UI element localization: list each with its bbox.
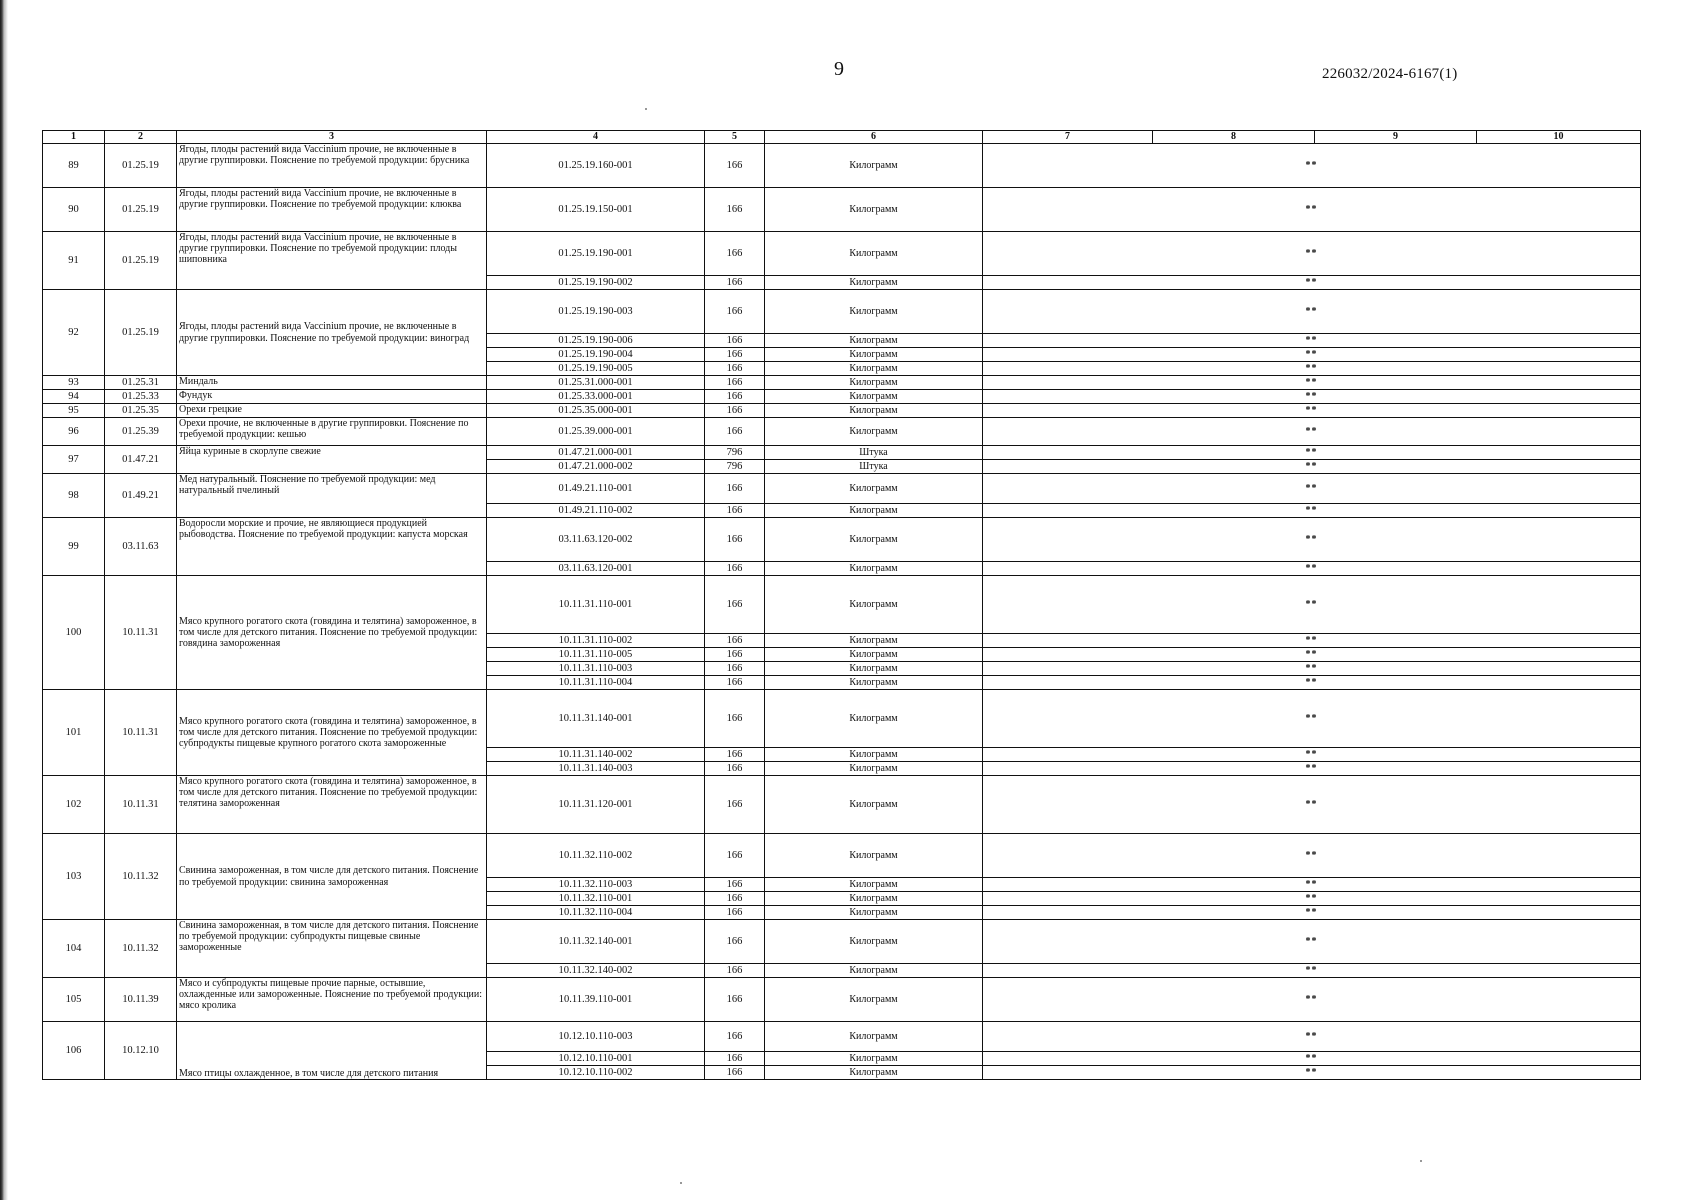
marker: ** bbox=[1305, 993, 1318, 1005]
marker: ** bbox=[1305, 1052, 1318, 1064]
okei-code: 166 bbox=[705, 232, 765, 276]
okei-code: 166 bbox=[705, 290, 765, 334]
unit-of-measure: Килограмм bbox=[765, 906, 983, 920]
row-number: 99 bbox=[43, 518, 105, 576]
row-number: 106 bbox=[43, 1022, 105, 1080]
marker: ** bbox=[1305, 878, 1318, 890]
ktru-code: 10.11.31.110-003 bbox=[487, 662, 705, 676]
okpd-code: 01.25.39 bbox=[105, 418, 177, 446]
okpd-code: 01.47.21 bbox=[105, 446, 177, 474]
marker: ** bbox=[1305, 748, 1318, 760]
okei-code: 166 bbox=[705, 762, 765, 776]
marker-cell bbox=[983, 690, 1641, 748]
table-row bbox=[43, 144, 1641, 188]
product-description: Ягоды, плоды растений вида Vaccinium прочие, не включенные в другие группировки. Пояснение по требуемой продукции: брусника bbox=[177, 144, 487, 188]
marker-cell bbox=[983, 892, 1641, 906]
unit-of-measure: Килограмм bbox=[765, 662, 983, 676]
ktru-code: 01.25.19.190-005 bbox=[487, 362, 705, 376]
ktru-code: 01.25.39.000-001 bbox=[487, 418, 705, 446]
marker: ** bbox=[1305, 348, 1318, 360]
header-col-8: 8 bbox=[1153, 131, 1315, 144]
unit-of-measure: Килограмм bbox=[765, 676, 983, 690]
unit-of-measure: Килограмм bbox=[765, 920, 983, 964]
marker-cell bbox=[983, 662, 1641, 676]
ktru-code: 10.11.31.110-004 bbox=[487, 676, 705, 690]
okei-code: 166 bbox=[705, 376, 765, 390]
marker-cell bbox=[983, 978, 1641, 1022]
marker: ** bbox=[1305, 203, 1318, 215]
header-col-9: 9 bbox=[1315, 131, 1477, 144]
okpd-code: 10.11.39 bbox=[105, 978, 177, 1022]
marker: ** bbox=[1305, 390, 1318, 402]
ktru-code: 03.11.63.120-002 bbox=[487, 518, 705, 562]
marker-cell bbox=[983, 748, 1641, 762]
okpd-code: 10.11.31 bbox=[105, 576, 177, 690]
ktru-code: 01.25.19.190-006 bbox=[487, 334, 705, 348]
marker: ** bbox=[1305, 1066, 1318, 1078]
header-col-1: 1 bbox=[43, 131, 105, 144]
header-col-6: 6 bbox=[765, 131, 983, 144]
unit-of-measure: Килограмм bbox=[765, 576, 983, 634]
marker: ** bbox=[1305, 247, 1318, 259]
okpd-code: 10.11.32 bbox=[105, 920, 177, 978]
product-description: Свинина замороженная, в том числе для детского питания. Пояснение по требуемой продукции: свинина замороженная bbox=[177, 834, 487, 920]
ktru-code: 10.11.31.110-001 bbox=[487, 576, 705, 634]
product-description: Свинина замороженная, в том числе для детского питания. Пояснение по требуемой продукции: субпродукты пищевые свиные замороженные bbox=[177, 920, 487, 978]
marker: ** bbox=[1305, 404, 1318, 416]
unit-of-measure: Штука bbox=[765, 460, 983, 474]
unit-of-measure: Килограмм bbox=[765, 362, 983, 376]
ktru-code: 01.25.19.160-001 bbox=[487, 144, 705, 188]
unit-of-measure: Килограмм bbox=[765, 418, 983, 446]
table-row bbox=[43, 518, 1641, 562]
table-row bbox=[43, 376, 1641, 390]
unit-of-measure: Килограмм bbox=[765, 834, 983, 878]
okei-code: 166 bbox=[705, 474, 765, 504]
marker-cell bbox=[983, 390, 1641, 404]
table-row bbox=[43, 1022, 1641, 1052]
unit-of-measure: Килограмм bbox=[765, 504, 983, 518]
okpd-code: 01.25.19 bbox=[105, 290, 177, 376]
marker: ** bbox=[1305, 1030, 1318, 1042]
marker: ** bbox=[1305, 562, 1318, 574]
ktru-code: 10.11.32.140-002 bbox=[487, 964, 705, 978]
row-number: 96 bbox=[43, 418, 105, 446]
unit-of-measure: Килограмм bbox=[765, 634, 983, 648]
table-body bbox=[43, 144, 1641, 1080]
okpd-code: 10.12.10 bbox=[105, 1022, 177, 1080]
product-description: Мясо птицы охлажденное, в том числе для детского питания bbox=[177, 1022, 487, 1080]
okei-code: 166 bbox=[705, 576, 765, 634]
marker-cell bbox=[983, 776, 1641, 834]
okei-code: 166 bbox=[705, 418, 765, 446]
okei-code: 166 bbox=[705, 348, 765, 362]
row-number: 98 bbox=[43, 474, 105, 518]
okei-code: 166 bbox=[705, 1066, 765, 1080]
marker-cell bbox=[983, 232, 1641, 276]
product-description: Мед натуральный. Пояснение по требуемой продукции: мед натуральный пчелиный bbox=[177, 474, 487, 518]
ktru-code: 10.11.32.110-001 bbox=[487, 892, 705, 906]
marker-cell bbox=[983, 474, 1641, 504]
okpd-code: 03.11.63 bbox=[105, 518, 177, 576]
marker: ** bbox=[1305, 305, 1318, 317]
table-row bbox=[43, 474, 1641, 504]
unit-of-measure: Килограмм bbox=[765, 1052, 983, 1066]
unit-of-measure: Килограмм bbox=[765, 892, 983, 906]
row-number: 103 bbox=[43, 834, 105, 920]
marker-cell bbox=[983, 446, 1641, 460]
product-description: Фундук bbox=[177, 390, 487, 404]
marker: ** bbox=[1305, 334, 1318, 346]
unit-of-measure: Килограмм bbox=[765, 390, 983, 404]
table-row bbox=[43, 390, 1641, 404]
marker-cell bbox=[983, 518, 1641, 562]
ktru-code: 01.47.21.000-001 bbox=[487, 446, 705, 460]
okei-code: 166 bbox=[705, 518, 765, 562]
marker-cell bbox=[983, 576, 1641, 634]
unit-of-measure: Килограмм bbox=[765, 474, 983, 504]
okei-code: 166 bbox=[705, 892, 765, 906]
ktru-code: 10.11.32.110-004 bbox=[487, 906, 705, 920]
marker: ** bbox=[1305, 276, 1318, 288]
ktru-code: 01.49.21.110-002 bbox=[487, 504, 705, 518]
ktru-code: 01.25.19.190-002 bbox=[487, 276, 705, 290]
okpd-code: 01.25.33 bbox=[105, 390, 177, 404]
marker-cell bbox=[983, 648, 1641, 662]
table-row bbox=[43, 920, 1641, 964]
marker-cell bbox=[983, 460, 1641, 474]
okei-code: 166 bbox=[705, 920, 765, 964]
header-col-10: 10 bbox=[1477, 131, 1641, 144]
marker: ** bbox=[1305, 376, 1318, 388]
unit-of-measure: Килограмм bbox=[765, 232, 983, 276]
okei-code: 166 bbox=[705, 334, 765, 348]
scan-edge bbox=[0, 0, 10, 1200]
ktru-code: 01.25.19.150-001 bbox=[487, 188, 705, 232]
unit-of-measure: Килограмм bbox=[765, 964, 983, 978]
row-number: 104 bbox=[43, 920, 105, 978]
ktru-code: 01.25.19.190-001 bbox=[487, 232, 705, 276]
okpd-code: 01.25.19 bbox=[105, 232, 177, 290]
row-number: 105 bbox=[43, 978, 105, 1022]
row-number: 100 bbox=[43, 576, 105, 690]
ktru-code: 10.11.31.110-002 bbox=[487, 634, 705, 648]
marker: ** bbox=[1305, 762, 1318, 774]
unit-of-measure: Килограмм bbox=[765, 376, 983, 390]
unit-of-measure: Килограмм bbox=[765, 776, 983, 834]
ktru-code: 10.12.10.110-001 bbox=[487, 1052, 705, 1066]
row-number: 92 bbox=[43, 290, 105, 376]
table-row bbox=[43, 188, 1641, 232]
okei-code: 796 bbox=[705, 460, 765, 474]
header-col-3: 3 bbox=[177, 131, 487, 144]
marker-cell bbox=[983, 348, 1641, 362]
marker: ** bbox=[1305, 425, 1318, 437]
okei-code: 166 bbox=[705, 276, 765, 290]
marker: ** bbox=[1305, 634, 1318, 646]
table-row bbox=[43, 834, 1641, 878]
ktru-code: 01.25.33.000-001 bbox=[487, 390, 705, 404]
header-col-2: 2 bbox=[105, 131, 177, 144]
unit-of-measure: Килограмм bbox=[765, 290, 983, 334]
marker-cell bbox=[983, 334, 1641, 348]
table-row bbox=[43, 576, 1641, 634]
unit-of-measure: Килограмм bbox=[765, 748, 983, 762]
unit-of-measure: Килограмм bbox=[765, 334, 983, 348]
ktru-code: 01.25.31.000-001 bbox=[487, 376, 705, 390]
product-description: Ягоды, плоды растений вида Vaccinium прочие, не включенные в другие группировки. Пояснение по требуемой продукции: виноград bbox=[177, 290, 487, 376]
okei-code: 796 bbox=[705, 446, 765, 460]
okpd-code: 01.49.21 bbox=[105, 474, 177, 518]
ktru-code: 10.11.31.110-005 bbox=[487, 648, 705, 662]
okei-code: 166 bbox=[705, 676, 765, 690]
row-number: 97 bbox=[43, 446, 105, 474]
marker: ** bbox=[1305, 362, 1318, 374]
product-description: Орехи прочие, не включенные в другие группировки. Пояснение по требуемой продукции: кешью bbox=[177, 418, 487, 446]
ktru-code: 10.11.31.120-001 bbox=[487, 776, 705, 834]
product-description: Орехи грецкие bbox=[177, 404, 487, 418]
product-description: Мясо и субпродукты пищевые прочие парные, остывшие, охлажденные или замороженные. Пояснение по требуемой продукции: мясо кролика bbox=[177, 978, 487, 1022]
marker: ** bbox=[1305, 460, 1318, 472]
row-number: 101 bbox=[43, 690, 105, 776]
unit-of-measure: Килограмм bbox=[765, 1066, 983, 1080]
okpd-code: 01.25.19 bbox=[105, 144, 177, 188]
unit-of-measure: Килограмм bbox=[765, 648, 983, 662]
header-row bbox=[43, 131, 1641, 144]
okei-code: 166 bbox=[705, 964, 765, 978]
marker: ** bbox=[1305, 849, 1318, 861]
ktru-code: 10.11.32.110-003 bbox=[487, 878, 705, 892]
marker: ** bbox=[1305, 533, 1318, 545]
table-row bbox=[43, 232, 1641, 276]
unit-of-measure: Килограмм bbox=[765, 276, 983, 290]
okpd-code: 01.25.31 bbox=[105, 376, 177, 390]
header-col-4: 4 bbox=[487, 131, 705, 144]
okei-code: 166 bbox=[705, 776, 765, 834]
product-description: Миндаль bbox=[177, 376, 487, 390]
okei-code: 166 bbox=[705, 188, 765, 232]
table-row bbox=[43, 404, 1641, 418]
row-number: 95 bbox=[43, 404, 105, 418]
page-number: 9 bbox=[834, 58, 844, 80]
marker: ** bbox=[1305, 482, 1318, 494]
marker-cell bbox=[983, 276, 1641, 290]
okei-code: 166 bbox=[705, 748, 765, 762]
table-row bbox=[43, 978, 1641, 1022]
okei-code: 166 bbox=[705, 648, 765, 662]
marker-cell bbox=[983, 418, 1641, 446]
table-row bbox=[43, 690, 1641, 748]
procurement-table bbox=[42, 130, 1641, 1080]
ktru-code: 01.25.19.190-003 bbox=[487, 290, 705, 334]
ktru-code: 10.11.31.140-003 bbox=[487, 762, 705, 776]
unit-of-measure: Килограмм bbox=[765, 144, 983, 188]
product-description: Водоросли морские и прочие, не являющиеся продукцией рыбоводства. Пояснение по требуемой продукции: капуста морская bbox=[177, 518, 487, 576]
product-description: Яйца куриные в скорлупе свежие bbox=[177, 446, 487, 474]
row-number: 93 bbox=[43, 376, 105, 390]
ktru-code: 10.11.32.140-001 bbox=[487, 920, 705, 964]
okei-code: 166 bbox=[705, 906, 765, 920]
okei-code: 166 bbox=[705, 834, 765, 878]
table-row bbox=[43, 290, 1641, 334]
scan-speck bbox=[645, 108, 647, 110]
marker-cell bbox=[983, 362, 1641, 376]
unit-of-measure: Килограмм bbox=[765, 690, 983, 748]
ktru-code: 10.11.31.140-001 bbox=[487, 690, 705, 748]
marker-cell bbox=[983, 834, 1641, 878]
ktru-code: 01.25.35.000-001 bbox=[487, 404, 705, 418]
okei-code: 166 bbox=[705, 562, 765, 576]
unit-of-measure: Килограмм bbox=[765, 762, 983, 776]
marker-cell bbox=[983, 906, 1641, 920]
okei-code: 166 bbox=[705, 634, 765, 648]
okpd-code: 01.25.19 bbox=[105, 188, 177, 232]
ktru-code: 01.25.19.190-004 bbox=[487, 348, 705, 362]
marker: ** bbox=[1305, 159, 1318, 171]
unit-of-measure: Килограмм bbox=[765, 518, 983, 562]
header-col-7: 7 bbox=[983, 131, 1153, 144]
product-description: Мясо крупного рогатого скота (говядина и телятина) замороженное, в том числе для детского питания. Пояснение по требуемой продукции: телятина замороженная bbox=[177, 776, 487, 834]
document-id: 226032/2024-6167(1) bbox=[1322, 66, 1458, 82]
marker-cell bbox=[983, 144, 1641, 188]
okei-code: 166 bbox=[705, 362, 765, 376]
marker-cell bbox=[983, 376, 1641, 390]
marker-cell bbox=[983, 878, 1641, 892]
row-number: 91 bbox=[43, 232, 105, 290]
marker-cell bbox=[983, 762, 1641, 776]
marker-cell bbox=[983, 1022, 1641, 1052]
okpd-code: 10.11.31 bbox=[105, 690, 177, 776]
okei-code: 166 bbox=[705, 1052, 765, 1066]
marker-cell bbox=[983, 920, 1641, 964]
marker-cell bbox=[983, 562, 1641, 576]
marker-cell bbox=[983, 1052, 1641, 1066]
marker-cell bbox=[983, 188, 1641, 232]
unit-of-measure: Килограмм bbox=[765, 978, 983, 1022]
marker: ** bbox=[1305, 906, 1318, 918]
ktru-code: 03.11.63.120-001 bbox=[487, 562, 705, 576]
table-row bbox=[43, 418, 1641, 446]
okpd-code: 10.11.31 bbox=[105, 776, 177, 834]
marker-cell bbox=[983, 1066, 1641, 1080]
okei-code: 166 bbox=[705, 690, 765, 748]
okpd-code: 01.25.35 bbox=[105, 404, 177, 418]
ktru-code: 01.49.21.110-001 bbox=[487, 474, 705, 504]
okei-code: 166 bbox=[705, 504, 765, 518]
product-description: Мясо крупного рогатого скота (говядина и телятина) замороженное, в том числе для детского питания. Пояснение по требуемой продукции: субпродукты пищевые крупного рогатого скота замороженные bbox=[177, 690, 487, 776]
ktru-code: 10.11.39.110-001 bbox=[487, 978, 705, 1022]
header-col-5: 5 bbox=[705, 131, 765, 144]
marker: ** bbox=[1305, 892, 1318, 904]
ktru-code: 01.47.21.000-002 bbox=[487, 460, 705, 474]
ktru-code: 10.12.10.110-002 bbox=[487, 1066, 705, 1080]
okei-code: 166 bbox=[705, 404, 765, 418]
marker: ** bbox=[1305, 598, 1318, 610]
product-description: Ягоды, плоды растений вида Vaccinium прочие, не включенные в другие группировки. Пояснение по требуемой продукции: плоды шиповника bbox=[177, 232, 487, 290]
marker-cell bbox=[983, 504, 1641, 518]
row-number: 94 bbox=[43, 390, 105, 404]
ktru-code: 10.11.32.110-002 bbox=[487, 834, 705, 878]
unit-of-measure: Килограмм bbox=[765, 404, 983, 418]
ktru-code: 10.11.31.140-002 bbox=[487, 748, 705, 762]
okei-code: 166 bbox=[705, 390, 765, 404]
marker-cell bbox=[983, 290, 1641, 334]
ktru-code: 10.12.10.110-003 bbox=[487, 1022, 705, 1052]
row-number: 102 bbox=[43, 776, 105, 834]
marker: ** bbox=[1305, 798, 1318, 810]
product-description: Ягоды, плоды растений вида Vaccinium прочие, не включенные в другие группировки. Пояснение по требуемой продукции: клюква bbox=[177, 188, 487, 232]
marker-cell bbox=[983, 964, 1641, 978]
marker: ** bbox=[1305, 712, 1318, 724]
okpd-code: 10.11.32 bbox=[105, 834, 177, 920]
marker-cell bbox=[983, 634, 1641, 648]
marker: ** bbox=[1305, 964, 1318, 976]
unit-of-measure: Килограмм bbox=[765, 188, 983, 232]
marker: ** bbox=[1305, 935, 1318, 947]
okei-code: 166 bbox=[705, 1022, 765, 1052]
unit-of-measure: Килограмм bbox=[765, 562, 983, 576]
row-number: 90 bbox=[43, 188, 105, 232]
unit-of-measure: Килограмм bbox=[765, 348, 983, 362]
row-number: 89 bbox=[43, 144, 105, 188]
okei-code: 166 bbox=[705, 144, 765, 188]
marker-cell bbox=[983, 404, 1641, 418]
okei-code: 166 bbox=[705, 978, 765, 1022]
okei-code: 166 bbox=[705, 878, 765, 892]
scan-speck bbox=[680, 1182, 682, 1184]
unit-of-measure: Килограмм bbox=[765, 878, 983, 892]
marker: ** bbox=[1305, 504, 1318, 516]
unit-of-measure: Штука bbox=[765, 446, 983, 460]
marker: ** bbox=[1305, 446, 1318, 458]
marker: ** bbox=[1305, 648, 1318, 660]
okei-code: 166 bbox=[705, 662, 765, 676]
unit-of-measure: Килограмм bbox=[765, 1022, 983, 1052]
table-row bbox=[43, 446, 1641, 460]
marker: ** bbox=[1305, 676, 1318, 688]
marker-cell bbox=[983, 676, 1641, 690]
marker: ** bbox=[1305, 662, 1318, 674]
table-row bbox=[43, 776, 1641, 834]
product-description: Мясо крупного рогатого скота (говядина и телятина) замороженное, в том числе для детского питания. Пояснение по требуемой продукции: говядина замороженная bbox=[177, 576, 487, 690]
scan-speck bbox=[1420, 1160, 1422, 1162]
